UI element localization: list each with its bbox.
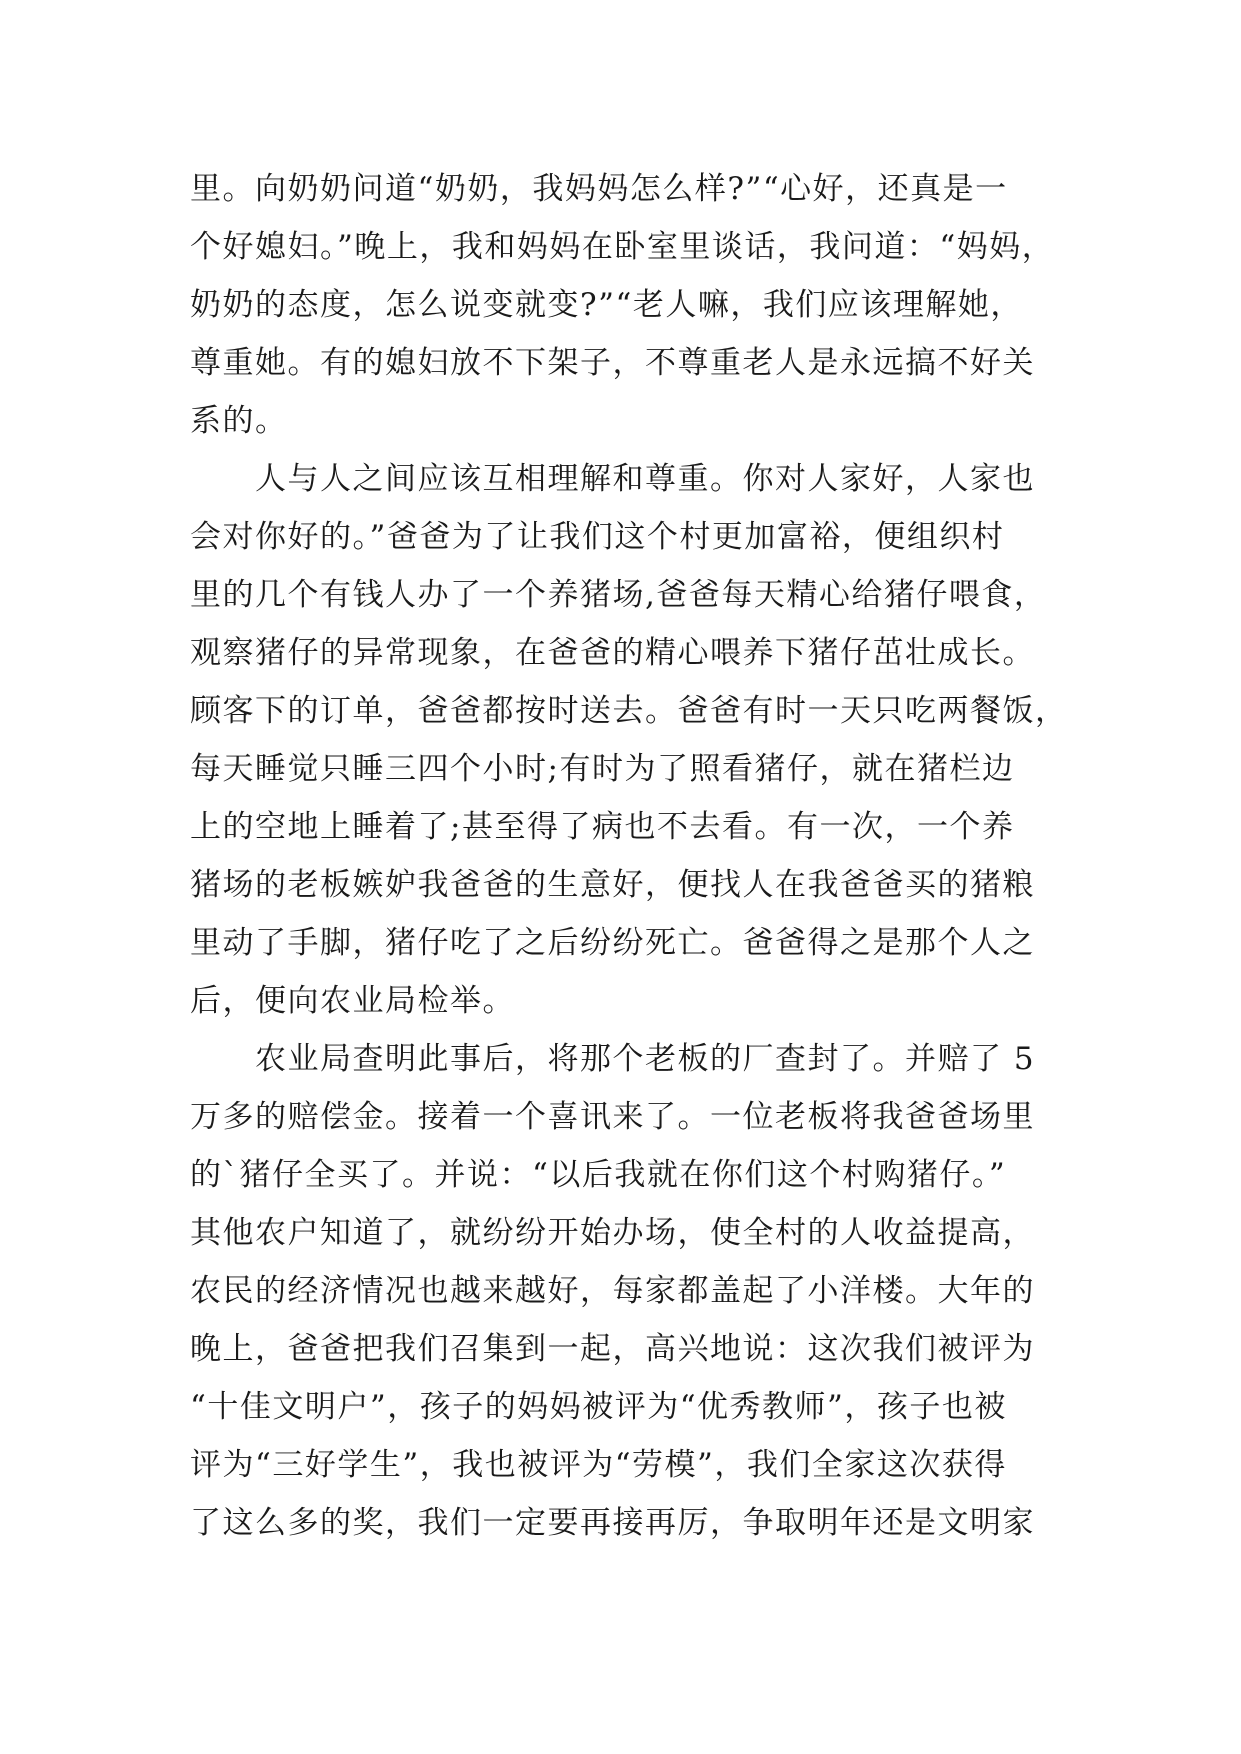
text-line: 个好媳妇。”晚上，我和妈妈在卧室里谈话，我问道：“妈妈， (190, 229, 1055, 265)
text-line: 顾客下的订单，爸爸都按时送去。爸爸有时一天只吃两餐饭， (190, 693, 1068, 729)
text-line: 其他农户知道了，就纷纷开始办场，使全村的人收益提高， (190, 1215, 1035, 1251)
text-line: 每天睡觉只睡三四个小时;有时为了照看猪仔，就在猪栏边 (190, 751, 1015, 787)
text-line: 里。向奶奶问道“奶奶，我妈妈怎么样?”“心好，还真是一 (190, 171, 1008, 207)
text-line: 奶奶的态度，怎么说变就变?”“老人嘛，我们应该理解她， (190, 287, 1023, 323)
text-line: 尊重她。有的媳妇放不下架子，不尊重老人是永远搞不好关 (190, 345, 1035, 381)
text-line: 评为“三好学生”，我也被评为“劳模”，我们全家这次获得 (190, 1447, 1007, 1483)
body-text (190, 160, 1070, 1552)
text-line: 人与人之间应该互相理解和尊重。你对人家好，人家也 (190, 461, 1035, 497)
text-line: 观察猪仔的异常现象，在爸爸的精心喂养下猪仔茁壮成长。 (190, 635, 1035, 671)
text-line: 后，便向农业局检举。 (190, 983, 515, 1019)
text-line: 晚上，爸爸把我们召集到一起，高兴地说：这次我们被评为 (190, 1331, 1035, 1367)
text-line: 的`猪仔全买了。并说：“以后我就在你们这个村购猪仔。” (190, 1157, 1007, 1193)
text-line: 农业局查明此事后，将那个老板的厂查封了。并赔了 5 (190, 1041, 1036, 1077)
text-line: 猪场的老板嫉妒我爸爸的生意好，便找人在我爸爸买的猪粮 (190, 867, 1035, 903)
text-line: 万多的赔偿金。接着一个喜讯来了。一位老板将我爸爸场里 (190, 1099, 1035, 1135)
text-line: 农民的经济情况也越来越好，每家都盖起了小洋楼。大年的 (190, 1273, 1035, 1309)
text-line: 会对你好的。”爸爸为了让我们这个村更加富裕，便组织村 (190, 519, 1005, 555)
text-line: 里的几个有钱人办了一个养猪场,爸爸每天精心给猪仔喂食， (190, 577, 1047, 613)
text-line: 里动了手脚，猪仔吃了之后纷纷死亡。爸爸得之是那个人之 (190, 925, 1035, 961)
text-line: “十佳文明户”，孩子的妈妈被评为“优秀教师”，孩子也被 (190, 1389, 1007, 1425)
text-line: 上的空地上睡着了;甚至得了病也不去看。有一次，一个养 (190, 809, 1015, 845)
text-line: 系的。 (190, 403, 288, 439)
text-line: 了这么多的奖，我们一定要再接再厉，争取明年还是文明家 (190, 1505, 1035, 1541)
